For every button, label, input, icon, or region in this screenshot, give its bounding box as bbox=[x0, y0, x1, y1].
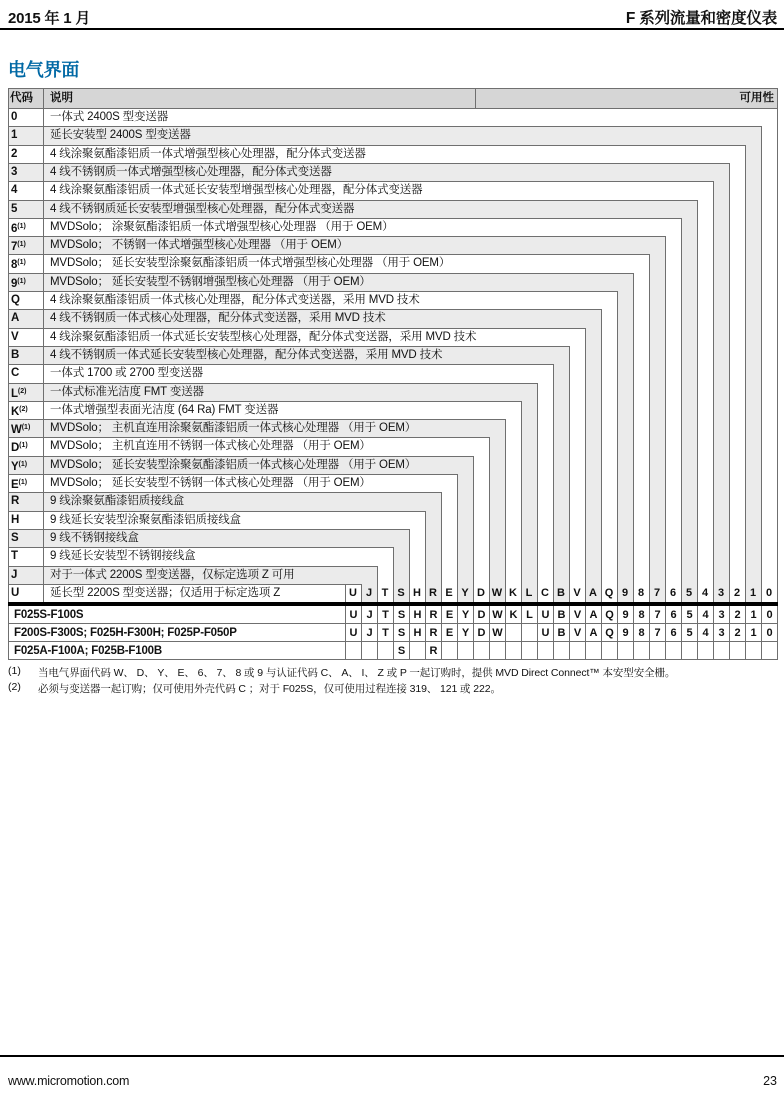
row-right-border bbox=[489, 437, 490, 604]
code-cell: 0 bbox=[11, 111, 18, 123]
availability-column-letter: K bbox=[509, 587, 517, 599]
availability-column-letter: 1 bbox=[749, 587, 757, 599]
row-right-border bbox=[729, 163, 730, 604]
availability-cell: Q bbox=[602, 606, 618, 624]
availability-column-band bbox=[697, 200, 713, 602]
availability-cell: 4 bbox=[698, 606, 714, 624]
code-cell: $Y^{(1)}$ bbox=[11, 461, 28, 473]
availability-column-letter: E bbox=[445, 587, 453, 599]
row-right-border bbox=[617, 291, 618, 604]
code-cell: $W^{(1)}$ bbox=[11, 424, 31, 436]
availability-cell: 8 bbox=[634, 606, 650, 624]
code-cell: U bbox=[11, 587, 20, 599]
availability-cell: 4 bbox=[698, 624, 714, 642]
availability-cell bbox=[650, 642, 666, 660]
code-cell: 3 bbox=[11, 166, 18, 178]
column-header-description: 说明 bbox=[50, 92, 73, 104]
availability-cell bbox=[730, 642, 746, 660]
availability-cell: D bbox=[474, 606, 490, 624]
availability-cell bbox=[570, 642, 586, 660]
availability-cell bbox=[538, 642, 554, 660]
availability-column-band bbox=[521, 401, 537, 602]
availability-column-letter: 3 bbox=[717, 587, 725, 599]
availability-column-band bbox=[745, 145, 761, 602]
code-cell: $L^{(2)}$ bbox=[11, 388, 27, 400]
code-cell: 8$^{(1)}$ bbox=[11, 259, 26, 271]
availability-column-letter: U bbox=[349, 587, 357, 599]
code-cell: H bbox=[11, 514, 20, 526]
footer-url: www.micromotion.com bbox=[8, 1074, 130, 1088]
availability-cell: 5 bbox=[682, 606, 698, 624]
availability-cell: 6 bbox=[666, 606, 682, 624]
availability-cell: R bbox=[426, 606, 442, 624]
availability-column-band bbox=[633, 273, 649, 602]
availability-cell: R bbox=[426, 624, 442, 642]
row-right-border bbox=[473, 456, 474, 604]
availability-cell: Q bbox=[602, 624, 618, 642]
header-rule bbox=[0, 28, 784, 30]
section-title: 电气界面 bbox=[8, 60, 80, 80]
description-cell: 4 线涂聚氨酯漆铝质一体式增强型核心处理器，配分体式变送器 bbox=[50, 148, 366, 160]
code-cell: R bbox=[11, 495, 20, 507]
availability-cell: 5 bbox=[682, 624, 698, 642]
code-cell: T bbox=[11, 550, 18, 562]
row-right-border bbox=[521, 401, 522, 604]
code-cell: 9$^{(1)}$ bbox=[11, 278, 26, 290]
availability-cell bbox=[554, 642, 570, 660]
availability-cell: A bbox=[586, 606, 602, 624]
code-cell: 5 bbox=[11, 203, 18, 215]
row-right-border bbox=[537, 383, 538, 604]
description-cell: MVDSolo； 主机直连用不锈钢一体式核心处理器 （用于 OEM） bbox=[50, 440, 371, 452]
description-cell: MVDSolo； 延长安装型涂聚氨酯漆铝质一体式增强型核心处理器 （用于 OEM） bbox=[50, 257, 451, 269]
availability-cell: 0 bbox=[762, 624, 778, 642]
availability-column-band bbox=[489, 437, 505, 602]
row-right-border bbox=[553, 364, 554, 604]
availability-cell: D bbox=[474, 624, 490, 642]
availability-cell: 0 bbox=[762, 606, 778, 624]
availability-column-letter: W bbox=[491, 587, 503, 599]
availability-cell bbox=[362, 642, 378, 660]
availability-column-letter: H bbox=[413, 587, 421, 599]
row-right-border bbox=[697, 200, 698, 604]
availability-cell: 8 bbox=[634, 624, 650, 642]
availability-column-letter: T bbox=[381, 587, 389, 599]
availability-cell bbox=[602, 642, 618, 660]
availability-cell: J bbox=[362, 606, 378, 624]
availability-cell bbox=[746, 642, 762, 660]
availability-cell: 7 bbox=[650, 624, 666, 642]
availability-cell: U bbox=[538, 606, 554, 624]
availability-column-letter: 4 bbox=[701, 587, 709, 599]
model-name-cell: F200S-F300S; F025H-F300H; F025P-F050P bbox=[8, 624, 346, 642]
availability-cell bbox=[682, 642, 698, 660]
availability-column-band bbox=[505, 419, 521, 602]
availability-column-band bbox=[473, 456, 489, 602]
footnote-text: 当电气界面代码 W、 D、 Y、 E、 6、 7、 8 或 9 与认证代码 C、 A、 I、 Z 或 P 一起订购时，提供 MVD Direct Connect™ 本安型安全栅。 bbox=[38, 667, 676, 679]
availability-column-letter: L bbox=[525, 587, 533, 599]
availability-cell: L bbox=[522, 606, 538, 624]
description-cell: 4 线涂聚氨酯漆铝质一体式延长安装型增强型核心处理器，配分体式变送器 bbox=[50, 184, 423, 196]
availability-column-band bbox=[457, 474, 473, 602]
availability-cell: J bbox=[362, 624, 378, 642]
row-right-border bbox=[585, 328, 586, 604]
availability-cell: 7 bbox=[650, 606, 666, 624]
table-left-border bbox=[8, 88, 9, 604]
availability-cell bbox=[506, 642, 522, 660]
availability-column-band bbox=[585, 328, 601, 602]
code-cell: $K^{(2)}$ bbox=[11, 406, 28, 418]
row-right-border bbox=[745, 145, 746, 604]
code-cell: 6$^{(1)}$ bbox=[11, 223, 26, 235]
availability-column-band bbox=[617, 291, 633, 602]
availability-column-letter: V bbox=[573, 587, 581, 599]
availability-column-band bbox=[649, 254, 665, 602]
availability-column-band bbox=[681, 218, 697, 602]
availability-column-letter: J bbox=[365, 587, 373, 599]
row-right-border bbox=[601, 309, 602, 604]
availability-column-band bbox=[569, 346, 585, 602]
availability-column-letter: 0 bbox=[765, 587, 773, 599]
code-cell: 4 bbox=[11, 184, 18, 196]
availability-column-letter: R bbox=[429, 587, 437, 599]
availability-cell: Y bbox=[458, 624, 474, 642]
availability-column-letter: Y bbox=[461, 587, 469, 599]
availability-cell: 3 bbox=[714, 606, 730, 624]
code-cell: A bbox=[11, 312, 20, 324]
availability-column-band bbox=[537, 383, 553, 602]
availability-cell bbox=[474, 642, 490, 660]
availability-cell bbox=[378, 642, 394, 660]
code-cell: S bbox=[11, 532, 19, 544]
availability-cell: 2 bbox=[730, 624, 746, 642]
description-cell: 对于一体式 2200S 型变送器，仅标定选项 Z 可用 bbox=[50, 569, 295, 581]
availability-cell bbox=[698, 642, 714, 660]
description-cell: MVDSolo； 延长安装型不锈钢增强型核心处理器 （用于 OEM） bbox=[50, 276, 371, 288]
availability-column-letter: 6 bbox=[669, 587, 677, 599]
availability-cell: T bbox=[378, 624, 394, 642]
availability-column-band bbox=[713, 181, 729, 602]
availability-column-letter: 9 bbox=[621, 587, 629, 599]
availability-cell bbox=[762, 642, 778, 660]
description-cell: MVDSolo； 不锈钢一体式增强型核心处理器 （用于 OEM） bbox=[50, 239, 349, 251]
availability-cell bbox=[346, 642, 362, 660]
availability-cell: S bbox=[394, 624, 410, 642]
availability-cell: 3 bbox=[714, 624, 730, 642]
availability-cell bbox=[410, 642, 426, 660]
availability-cell bbox=[522, 624, 538, 642]
availability-column-letter: B bbox=[557, 587, 565, 599]
availability-cell: S bbox=[394, 606, 410, 624]
code-cell: C bbox=[11, 367, 20, 379]
footer-page-number: 23 bbox=[763, 1074, 777, 1088]
description-cell: 一体式 1700 或 2700 型变送器 bbox=[50, 367, 203, 379]
description-cell: 9 线延长安装型不锈钢接线盒 bbox=[50, 550, 196, 562]
availability-column-band bbox=[601, 309, 617, 602]
availability-cell: U bbox=[346, 624, 362, 642]
availability-column-letter: 2 bbox=[733, 587, 741, 599]
table-header-row bbox=[8, 88, 778, 109]
row-right-border bbox=[569, 346, 570, 604]
description-cell: MVDSolo； 延长安装型不锈钢一体式核心处理器 （用于 OEM） bbox=[50, 477, 371, 489]
availability-cell: A bbox=[586, 624, 602, 642]
footnote-text: 必须与变送器一起订购；仅可使用外壳代码 C ；对于 F025S，仅可使用过程连接 319、 121 或 222。 bbox=[38, 683, 501, 695]
availability-cell bbox=[666, 642, 682, 660]
description-cell: 4 线不锈钢质一体式延长安装型核心处理器，配分体式变送器，采用 MVD 技术 bbox=[50, 349, 443, 361]
availability-cell: U bbox=[538, 624, 554, 642]
availability-cell: 6 bbox=[666, 624, 682, 642]
description-cell: 4 线涂聚氨酯漆铝质一体式延长安装型核心处理器，配分体式变送器，采用 MVD 技术 bbox=[50, 331, 477, 343]
code-cell: $E^{(1)}$ bbox=[11, 479, 28, 491]
description-cell: 4 线不锈钢质延长安装型增强型核心处理器，配分体式变送器 bbox=[50, 203, 355, 215]
code-cell: V bbox=[11, 331, 19, 343]
description-cell: 一体式标准光洁度 FMT 变送器 bbox=[50, 386, 204, 398]
availability-cell: B bbox=[554, 624, 570, 642]
availability-cell bbox=[458, 642, 474, 660]
availability-cell: Y bbox=[458, 606, 474, 624]
footnote-label: (1) bbox=[8, 665, 21, 677]
code-cell: J bbox=[11, 569, 18, 581]
availability-cell bbox=[442, 642, 458, 660]
availability-cell: W bbox=[490, 606, 506, 624]
availability-cell: 9 bbox=[618, 624, 634, 642]
page-header-date: 2015 年 1 月 bbox=[8, 10, 91, 27]
availability-cell: S bbox=[394, 642, 410, 660]
availability-column-letter: 5 bbox=[685, 587, 693, 599]
row-right-border bbox=[649, 254, 650, 604]
availability-column-letter: 7 bbox=[653, 587, 661, 599]
availability-column-band bbox=[553, 364, 569, 602]
row-right-border bbox=[761, 126, 762, 604]
model-name-cell: F025A-F100A; F025B-F100B bbox=[8, 642, 346, 660]
description-cell: 延长型 2200S 型变送器；仅适用于标定选项 Z bbox=[50, 587, 281, 599]
header-divider bbox=[475, 88, 476, 108]
availability-cell: W bbox=[490, 624, 506, 642]
row-right-border bbox=[777, 108, 778, 604]
description-cell: 4 线涂聚氨酯漆铝质一体式核心处理器，配分体式变送器，采用 MVD 技术 bbox=[50, 294, 420, 306]
availability-cell bbox=[714, 642, 730, 660]
availability-cell: 9 bbox=[618, 606, 634, 624]
row-right-border bbox=[633, 273, 634, 604]
model-table-left-border bbox=[8, 606, 9, 660]
description-cell: 4 线不锈钢质一体式核心处理器，配分体式变送器，采用 MVD 技术 bbox=[50, 312, 386, 324]
availability-cell: H bbox=[410, 624, 426, 642]
availability-cell bbox=[618, 642, 634, 660]
model-name-cell: F025S-F100S bbox=[8, 606, 346, 624]
description-cell: 4 线不锈钢质一体式增强型核心处理器，配分体式变送器 bbox=[50, 166, 332, 178]
description-cell: MVDSolo； 延长安装型涂聚氨酯漆铝质一体式核心处理器 （用于 OEM） bbox=[50, 459, 417, 471]
availability-cell: V bbox=[570, 624, 586, 642]
availability-cell: E bbox=[442, 624, 458, 642]
code-cell: Q bbox=[11, 294, 20, 306]
availability-cell: 1 bbox=[746, 624, 762, 642]
description-cell: MVDSolo； 主机直连用涂聚氨酯漆铝质一体式核心处理器 （用于 OEM） bbox=[50, 422, 417, 434]
footer-rule bbox=[0, 1055, 784, 1057]
availability-column-band bbox=[761, 126, 777, 602]
description-cell: 延长安装型 2400S 型变送器 bbox=[50, 129, 191, 141]
description-cell: 9 线涂聚氨酯漆铝质接线盒 bbox=[50, 495, 185, 507]
availability-cell: K bbox=[506, 606, 522, 624]
availability-column-letter: C bbox=[541, 587, 549, 599]
availability-cell bbox=[490, 642, 506, 660]
availability-column-letter: S bbox=[397, 587, 405, 599]
availability-column-letter: A bbox=[589, 587, 597, 599]
row-right-border bbox=[665, 236, 666, 604]
footnote-label: (2) bbox=[8, 681, 21, 693]
column-header-availability: 可用性 bbox=[739, 92, 774, 104]
code-cell: $D^{(1)}$ bbox=[11, 442, 28, 454]
code-cell: B bbox=[11, 349, 20, 361]
availability-cell bbox=[506, 624, 522, 642]
availability-column-letter: Q bbox=[604, 587, 614, 599]
availability-column-band bbox=[729, 163, 745, 602]
availability-cell bbox=[586, 642, 602, 660]
code-column-divider bbox=[43, 108, 44, 602]
code-cell: 7$^{(1)}$ bbox=[11, 241, 26, 253]
availability-cell: U bbox=[346, 606, 362, 624]
description-cell: 一体式 2400S 型变送器 bbox=[50, 111, 169, 123]
availability-cell: E bbox=[442, 606, 458, 624]
availability-cell: T bbox=[378, 606, 394, 624]
availability-cell: H bbox=[410, 606, 426, 624]
availability-column-letter: 8 bbox=[637, 587, 645, 599]
availability-column-letter: D bbox=[477, 587, 485, 599]
availability-cell: V bbox=[570, 606, 586, 624]
availability-cell: R bbox=[426, 642, 442, 660]
code-cell: 1 bbox=[11, 129, 18, 141]
description-cell: 一体式增强型表面光洁度 (64 Ra) FMT 变送器 bbox=[50, 404, 279, 416]
row-right-border bbox=[505, 419, 506, 604]
row-right-border bbox=[713, 181, 714, 604]
header-divider bbox=[43, 88, 44, 108]
availability-column-band bbox=[665, 236, 681, 602]
column-header-code: 代码 bbox=[10, 92, 33, 104]
availability-cell: 1 bbox=[746, 606, 762, 624]
code-cell: 2 bbox=[11, 148, 18, 160]
description-cell: MVDSolo； 涂聚氨酯漆铝质一体式增强型核心处理器 （用于 OEM） bbox=[50, 221, 394, 233]
availability-cell: B bbox=[554, 606, 570, 624]
row-right-border bbox=[681, 218, 682, 604]
description-cell: 9 线延长安装型涂聚氨酯漆铝质接线盒 bbox=[50, 514, 241, 526]
availability-cell: 2 bbox=[730, 606, 746, 624]
page-header-title: F 系列流量和密度仪表 bbox=[625, 10, 777, 27]
availability-cell bbox=[634, 642, 650, 660]
description-cell: 9 线不锈钢接线盒 bbox=[50, 532, 139, 544]
availability-cell bbox=[522, 642, 538, 660]
